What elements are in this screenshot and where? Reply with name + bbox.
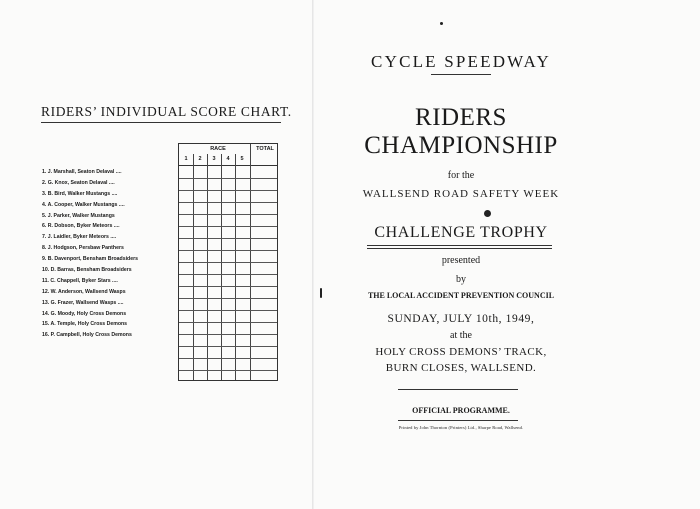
grid-row-line [179, 250, 277, 251]
council-name: THE LOCAL ACCIDENT PREVENTION COUNCIL [367, 291, 555, 300]
rider-entry [42, 167, 177, 178]
grid-row-line [179, 334, 277, 335]
rider-name: 16. P. Campbell, Holy Cross Demons [42, 332, 132, 339]
grid-row-line [179, 238, 277, 239]
printer-rule [398, 420, 518, 421]
grid-row-line [179, 226, 277, 227]
grid-row-line [179, 358, 277, 359]
grid-row-line [179, 298, 277, 299]
rider-list [42, 167, 177, 341]
venue-location: BURN CLOSES, WALLSEND. [385, 362, 537, 374]
printer-credit: Printed by John Thornton (Printers) Ltd., Sharpe Road, Wallsend. [398, 425, 524, 430]
by-text: by [456, 274, 466, 285]
race-number: 1 [184, 156, 188, 162]
event-name: WALLSEND ROAD SAFETY WEEK [362, 188, 560, 200]
grid-row-line [179, 346, 277, 347]
rider-entry [42, 232, 177, 243]
rider-entry [42, 200, 177, 211]
grid-row-line [179, 202, 277, 203]
rider-name: 2. G. Knox, Seaton Delaval .... [42, 179, 115, 186]
venue-name: HOLY CROSS DEMONS’ TRACK, [375, 346, 547, 358]
title-riders: RIDERS [415, 104, 507, 131]
trophy-rule [367, 245, 552, 246]
rider-name: 11. C. Chappell, Byker Stars .... [42, 277, 118, 284]
grid-row-line [179, 286, 277, 287]
rider-name: 1. J. Marshall, Seaton Delaval .... [42, 169, 122, 175]
event-date: SUNDAY, JULY 10th, 1949, [387, 313, 535, 325]
rider-entry [42, 211, 177, 222]
rider-entry [42, 189, 177, 200]
grid-row-line [179, 262, 277, 263]
race-number: 5 [240, 156, 244, 162]
race-number: 3 [212, 156, 216, 162]
title-championship: CHAMPIONSHIP [364, 132, 558, 159]
challenge-trophy-title: CHALLENGE TROPHY [374, 224, 548, 241]
rider-name: 10. D. Barras, Bensham Broadsiders [42, 267, 132, 274]
total-header: TOTAL [256, 146, 274, 152]
ink-speck [440, 22, 443, 25]
title-underline [41, 122, 281, 123]
rider-entry [42, 309, 177, 320]
race-header: RACE [210, 146, 226, 152]
grid-row-line [179, 178, 277, 179]
rider-entry [42, 276, 177, 287]
grid-row-line [179, 214, 277, 215]
ink-blot [484, 210, 491, 217]
rider-entry [42, 319, 177, 330]
rider-entry [42, 178, 177, 189]
rider-entry [42, 254, 177, 265]
rider-entry [42, 287, 177, 298]
race-number: 4 [226, 156, 230, 162]
rider-entry [42, 243, 177, 254]
cycle-speedway-heading: CYCLE SPEEDWAY [371, 52, 551, 71]
score-chart-title: RIDERS’ INDIVIDUAL SCORE CHART. [41, 104, 292, 119]
rider-name: 13. G. Frazer, Wallsend Wasps .... [42, 299, 124, 306]
rider-entry [42, 330, 177, 341]
rider-name: 6. R. Dobson, Byker Meteors .... [42, 223, 120, 230]
rider-name: 15. A. Temple, Holy Cross Demons [42, 321, 128, 328]
rider-name: 8. J. Hodgson, Persbaw Panthers [42, 245, 124, 252]
grid-row-line [179, 310, 277, 311]
programme-rule [398, 389, 518, 390]
rider-entry [42, 221, 177, 232]
rider-name: 7. J. Laidler, Byker Meteors .... [42, 234, 117, 241]
grid-row-line [179, 274, 277, 275]
grid-row-line [179, 370, 277, 371]
for-the-text: for the [447, 170, 475, 181]
rider-name: 4. A. Cooper, Walker Mustangs .... [42, 201, 125, 208]
at-the-text: at the [450, 330, 472, 341]
grid-row-line [179, 190, 277, 191]
rider-name: 3. B. Bird, Walker Mustangs .... [42, 190, 118, 197]
race-number: 2 [198, 156, 202, 162]
official-programme: OFFICIAL PROGRAMME. [412, 406, 510, 415]
trophy-rule [367, 248, 552, 249]
rider-entry [42, 265, 177, 276]
presented-text: presented [441, 255, 481, 266]
score-grid [178, 143, 278, 381]
heading-rule [431, 74, 491, 75]
rider-name: 12. W. Anderson, Wallsend Wasps [42, 288, 126, 295]
rider-name: 9. B. Davenport, Bensham Broadsiders [42, 256, 138, 263]
grid-row-line [179, 322, 277, 323]
rider-name: 5. J. Parker, Walker Mustangs [42, 212, 115, 219]
rider-name: 14. G. Moody, Holy Cross Demons [42, 310, 127, 317]
rider-entry [42, 298, 177, 309]
